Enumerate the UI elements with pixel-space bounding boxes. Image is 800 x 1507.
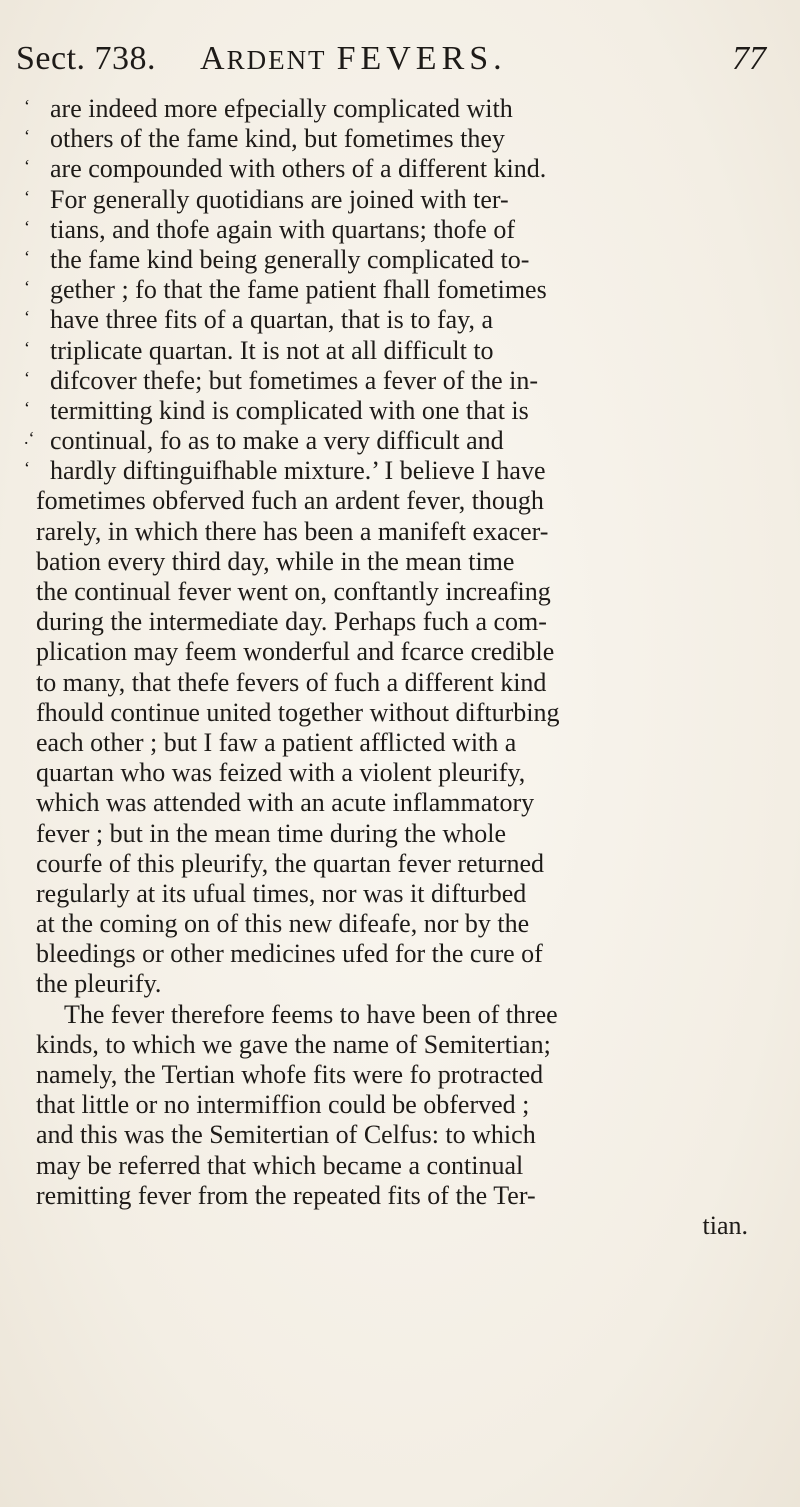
- section-number: Sect. 738.: [16, 40, 157, 77]
- line-text: have three fits of a quartan, that is to fay, a: [50, 305, 494, 335]
- page-number: 77: [732, 40, 766, 77]
- text-line: [36, 879, 776, 909]
- line-text: which was attended with an acute inflammatory: [36, 788, 535, 818]
- text-line: [24, 456, 776, 486]
- quote-mark: ‘: [24, 307, 30, 328]
- line-text: difcover thefe; but fometimes a fever of the in-: [50, 365, 539, 395]
- quote-mark: ‘: [24, 246, 30, 267]
- quote-mark: ‘: [24, 156, 30, 177]
- text-line: [24, 395, 776, 426]
- quote-mark: ‘: [24, 397, 30, 418]
- text-line: [36, 849, 776, 879]
- text-line: [24, 335, 776, 366]
- text-line: [36, 1151, 776, 1181]
- text-line: [36, 1211, 776, 1241]
- running-title-fevers: FEVERS.: [336, 40, 507, 77]
- line-text: The fever therefore feems to have been of three: [64, 999, 558, 1029]
- line-text: bation every third day, while in the mean time: [36, 546, 515, 576]
- line-text: that little or no intermiffion could be obferved ;: [36, 1090, 530, 1120]
- line-text: termitting kind is complicated with one that is: [50, 395, 529, 425]
- line-text: courfe of this pleurify, the quartan fever returned: [36, 848, 544, 878]
- quote-mark: ‘: [24, 96, 30, 116]
- text-line: [36, 577, 776, 607]
- text-line: [36, 547, 776, 577]
- quote-mark: ‘: [24, 337, 30, 358]
- line-text: kinds, to which we gave the name of Semitertian;: [36, 1029, 551, 1059]
- text-line: [24, 214, 776, 245]
- text-line: [36, 1060, 776, 1090]
- line-text: may be referred that which became a continual: [36, 1150, 524, 1180]
- line-text: regularly at its ufual times, nor was it difturbed: [36, 878, 527, 908]
- line-text: quartan who was feized with a violent pleurify,: [36, 758, 526, 788]
- line-text: are compounded with others of a different kind.: [50, 154, 547, 184]
- line-text: continual, fo as to make a very difficult and: [50, 426, 504, 456]
- text-line: [36, 1181, 776, 1211]
- line-text: are indeed more efpecially complicated with: [50, 94, 513, 123]
- text-line: [36, 819, 776, 849]
- text-line: [36, 758, 776, 788]
- text-line: [36, 1030, 776, 1060]
- text-line: [36, 939, 776, 969]
- quote-mark: ‘: [24, 458, 30, 479]
- text-line: [36, 517, 776, 547]
- line-text: namely, the Tertian whofe fits were fo protracted: [36, 1060, 544, 1089]
- text-line: [36, 607, 776, 637]
- text-line: [36, 728, 776, 758]
- line-text: gether ; fo that the fame patient fhall fometimes: [50, 275, 547, 305]
- line-text: the continual fever went on, conftantly increafing: [36, 577, 551, 606]
- running-header: [16, 40, 766, 90]
- line-text: during the intermediate day. Perhaps fuch a com-: [36, 607, 547, 637]
- line-text: others of the fame kind, but fometimes they: [50, 124, 505, 154]
- line-text: rarely, in which there has been a manifeft exacer-: [36, 516, 549, 546]
- text-line: [36, 486, 776, 516]
- text-line: [24, 275, 776, 305]
- quote-mark: ‘: [24, 126, 30, 147]
- line-text: For generally quotidians are joined with ter-: [50, 184, 509, 214]
- quote-mark: ‘: [24, 186, 30, 207]
- line-text: and this was the Semitertian of Celfus: to which: [36, 1120, 536, 1150]
- text-line: [24, 426, 776, 456]
- line-text: plication may feem wonderful and fcarce credible: [36, 637, 555, 667]
- text-line: [36, 668, 776, 698]
- text-line: [24, 244, 776, 275]
- running-title: [200, 40, 507, 78]
- text-line: [24, 365, 776, 396]
- text-line: [36, 1090, 776, 1120]
- line-text: the pleurify.: [36, 969, 162, 999]
- text-line: [36, 1120, 776, 1150]
- text-line: [24, 94, 776, 124]
- line-text: each other ; but I faw a patient afflicted with a: [36, 727, 517, 757]
- body-text: [24, 94, 776, 1241]
- line-text: bleedings or other medicines ufed for the cure of: [36, 939, 543, 969]
- text-line: [36, 637, 776, 667]
- line-text: fometimes obferved fuch an ardent fever, though: [36, 486, 544, 516]
- line-text: tian.: [702, 1210, 748, 1240]
- running-title-small-caps: RDENT: [226, 45, 327, 75]
- line-text: fever ; but in the mean time during the whole: [36, 818, 507, 848]
- line-text: tians, and thofe again with quartans; thofe of: [50, 214, 515, 244]
- quote-mark: ‘: [24, 367, 30, 388]
- quote-mark: ‘: [24, 277, 30, 298]
- text-line: [36, 1000, 776, 1030]
- line-text: triplicate quartan. It is not at all difficult to: [50, 335, 494, 365]
- text-line: [36, 969, 776, 999]
- line-text: remitting fever from the repeated fits of the Ter-: [36, 1180, 536, 1210]
- text-line: [36, 909, 776, 939]
- line-text: at the coming on of this new difeafe, nor by the: [36, 909, 530, 939]
- line-text: to many, that thefe fevers of fuch a different kind: [36, 667, 547, 697]
- line-text: the fame kind being generally complicated to-: [50, 244, 530, 274]
- running-title-initial: A: [200, 40, 227, 77]
- text-line: [24, 124, 776, 154]
- line-text: hardly diftinguifhable mixture.’ I believe I have: [50, 456, 546, 486]
- text-line: [24, 154, 776, 184]
- text-line: [36, 788, 776, 818]
- line-text: fhould continue united together without difturbing: [36, 697, 560, 727]
- text-line: [24, 305, 776, 335]
- text-line: [24, 184, 776, 215]
- quote-mark: ‘: [24, 216, 30, 237]
- quote-mark: .‘: [24, 428, 35, 449]
- text-line: [36, 698, 776, 728]
